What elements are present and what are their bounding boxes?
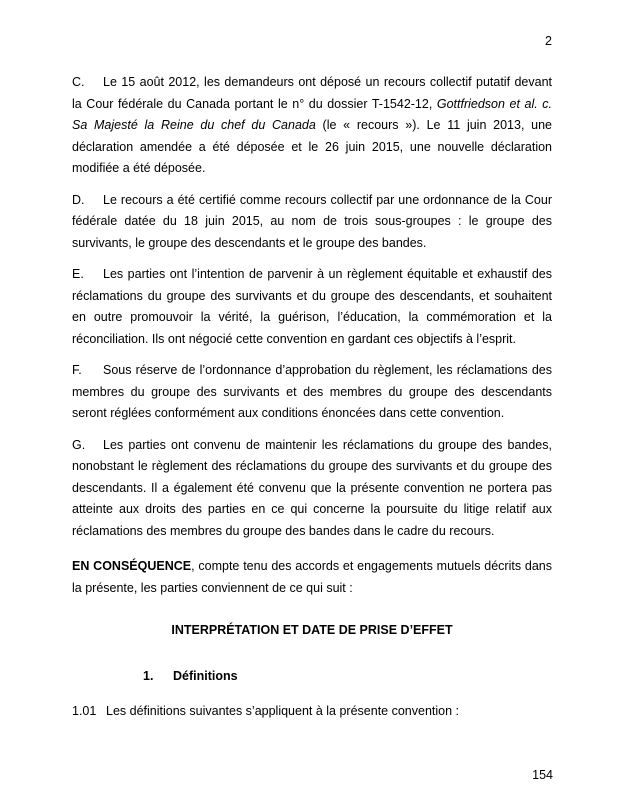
recital-label: F. [72, 363, 82, 377]
text-segment: Les parties ont l’intention de parvenir à un règlement équitable et exhaustif des réclamations du groupe des survivants et du groupe des descendants, et souhaitent en outre promouvoir la vérité, la guérison, l’éducation, la commémoration et la réconciliation. Ils ont négocié cette convention en gardant ces objectifs à l’esprit. [72, 267, 552, 346]
consequence-paragraph [72, 556, 552, 599]
recital-paragraph-g [72, 435, 552, 543]
text-segment: Le recours a été certifié comme recours collectif par une ordonnance de la Cour fédérale datée du 18 juin 2015, au nom de trois sous-groupes : le groupe des survivants, le groupe des descendants et le groupe des bandes. [72, 192, 552, 250]
recital-label: D. [72, 192, 85, 207]
clause-1-01 [72, 701, 552, 723]
clause-text: Les définitions suivantes s’appliquent à la présente convention : [106, 704, 460, 718]
subsection-title: Définitions [173, 668, 238, 683]
text-segment: Gottfriedson et al. c. Sa Majesté la Reine du chef du Canada [72, 96, 552, 132]
recital-label: C. [72, 75, 85, 89]
recitals-list [72, 72, 552, 542]
text-segment: Sous réserve de l’ordonnance d’approbation du règlement, les réclamations des membres du groupe des survivants et des membres du groupe des descendants seront réglées conformément aux conditions énoncées dans cette convention. [72, 363, 552, 420]
text-segment: (le « recours »). Le 11 juin 2013, une déclaration amendée a été déposée et le 26 juin 2015, une nouvelle déclaration modifiée a été déposée. [72, 118, 553, 175]
subsection-heading [72, 666, 552, 688]
page-number-bottom: 154 [532, 768, 553, 782]
page-content [72, 72, 552, 723]
text-segment: Le 15 août 2012, les demandeurs ont déposé un recours collectif putatif devant la Cour fédérale du Canada portant le n° du dossier T-1542-12, [72, 75, 552, 111]
recital-label: G. [72, 437, 86, 452]
section-heading: INTERPRÉTATION ET DATE DE PRISE D’EFFET [171, 623, 453, 637]
recital-paragraph-c [72, 72, 552, 180]
recital-paragraph-f [72, 360, 552, 425]
text-segment: Les parties ont convenu de maintenir les réclamations du groupe des bandes, nonobstant le règlement des réclamations du groupe des survivants et du groupe des descendants. Il a également été convenu que la présente convention ne portera pas atteinte aux droits des parties en ce qui concerne la poursuite du litige relatif aux réclamations des membres du groupe des bandes dans le cadre du recours. [72, 437, 552, 538]
subsection-number: 1. [143, 668, 154, 683]
clause-number: 1.01 [72, 704, 97, 718]
text-segment: , compte tenu des accords et engagements mutuels décrits dans la présente, les parties conviennent de ce qui suit : [72, 559, 552, 595]
recital-label: E. [72, 267, 84, 281]
page-number-top: 2 [545, 34, 552, 48]
recital-paragraph-e [72, 264, 552, 350]
text-segment: EN CONSÉQUENCE [72, 559, 192, 573]
recital-paragraph-d [72, 190, 552, 255]
